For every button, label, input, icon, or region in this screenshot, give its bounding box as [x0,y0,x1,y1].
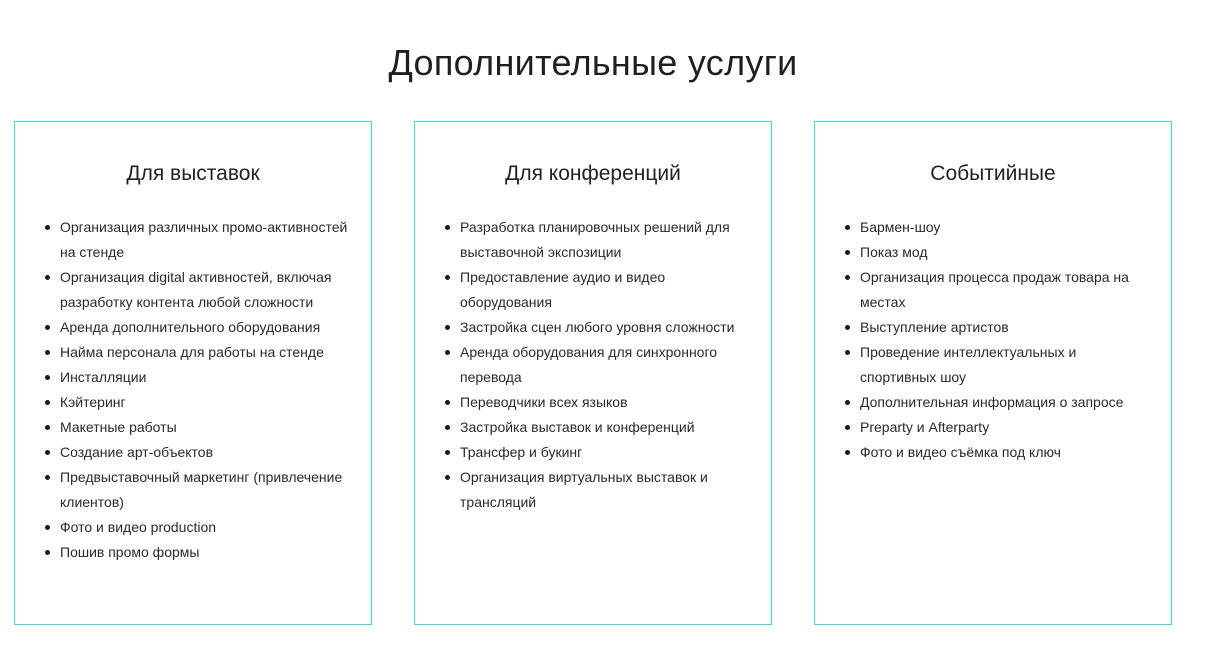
card-conferences [414,121,772,625]
bullet-icon [845,275,850,280]
bullet-icon [45,550,50,555]
list-item-text: Организация процесса продаж товара на местах [860,269,1129,310]
service-list [815,215,1171,465]
list-item-text: Организация digital активностей, включая разработку контента любой сложности [60,269,332,310]
bullet-icon [445,475,450,480]
bullet-icon [845,450,850,455]
list-item [860,390,1153,415]
bullet-icon [45,525,50,530]
list-item-text: Инсталляции [60,369,147,385]
bullet-icon [445,425,450,430]
list-item-text: Трансфер и букинг [460,444,583,460]
list-item [860,265,1153,315]
list-item-text: Бармен-шоу [860,219,941,235]
list-item [460,440,753,465]
list-item-text: Найма персонала для работы на стенде [60,344,324,360]
list-item [60,390,353,415]
list-item-text: Предвыставочный маркетинг (привлечение клиентов) [60,469,343,510]
list-item-text: Preparty и Afterparty [860,419,990,435]
list-item [60,215,353,265]
bullet-icon [445,400,450,405]
list-item [460,390,753,415]
card-title: Для конференций [505,162,681,185]
list-item-text: Застройка выставок и конференций [460,419,695,435]
bullet-icon [45,400,50,405]
list-item [460,315,753,340]
list-item [860,340,1153,390]
list-item [60,465,353,515]
list-item [60,515,353,540]
list-item-text: Дополнительная информация о запросе [860,394,1124,410]
list-item-text: Аренда оборудования для синхронного перевода [460,344,718,385]
card-exhibitions [14,121,372,625]
bullet-icon [45,475,50,480]
card-title: Событийные [930,162,1056,185]
bullet-icon [845,350,850,355]
list-item-text: Организация различных промо-активностей на стенде [60,219,348,260]
list-item [460,340,753,390]
list-item [860,215,1153,240]
list-item [860,240,1153,265]
list-item [60,315,353,340]
bullet-icon [445,225,450,230]
bullet-icon [845,425,850,430]
list-item-text: Выступление артистов [860,319,1009,335]
list-item [460,265,753,315]
list-item-text: Разработка планировочных решений для выставочной экспозиции [460,219,730,260]
list-item-text: Создание арт-объектов [60,444,214,460]
list-item [460,415,753,440]
list-item [60,540,353,565]
list-item [860,415,1153,440]
list-item-text: Аренда дополнительного оборудования [60,319,321,335]
list-item [460,215,753,265]
list-item-text: Предоставление аудио и видео оборудования [460,269,666,310]
list-item-text: Переводчики всех языков [460,394,628,410]
list-item [60,265,353,315]
page-title: Дополнительные услуги [388,42,798,84]
bullet-icon [45,425,50,430]
bullet-icon [845,250,850,255]
bullet-icon [45,375,50,380]
bullet-icon [45,275,50,280]
list-item [60,440,353,465]
list-item-text: Показ мод [860,244,928,260]
list-item [60,340,353,365]
list-item-text: Фото и видео съёмка под ключ [860,444,1061,460]
bullet-icon [445,450,450,455]
list-item-text: Кэйтеринг [60,394,126,410]
bullet-icon [445,325,450,330]
bullet-icon [845,325,850,330]
list-item [860,315,1153,340]
bullet-icon [445,275,450,280]
bullet-icon [45,450,50,455]
list-item [460,465,753,515]
list-item [60,415,353,440]
list-item-text: Застройка сцен любого уровня сложности [460,319,735,335]
list-item [60,365,353,390]
bullet-icon [445,350,450,355]
list-item-text: Фото и видео production [60,519,217,535]
list-item-text: Макетные работы [60,419,177,435]
bullet-icon [45,225,50,230]
service-list [15,215,371,565]
service-list [415,215,771,515]
bullet-icon [45,350,50,355]
card-events [814,121,1172,625]
card-title: Для выставок [126,162,260,185]
bullet-icon [845,225,850,230]
bullet-icon [45,325,50,330]
list-item-text: Проведение интеллектуальных и спортивных шоу [860,344,1077,385]
list-item-text: Организация виртуальных выставок и трансляций [460,469,708,510]
list-item [860,440,1153,465]
bullet-icon [845,400,850,405]
list-item-text: Пошив промо формы [60,544,200,560]
